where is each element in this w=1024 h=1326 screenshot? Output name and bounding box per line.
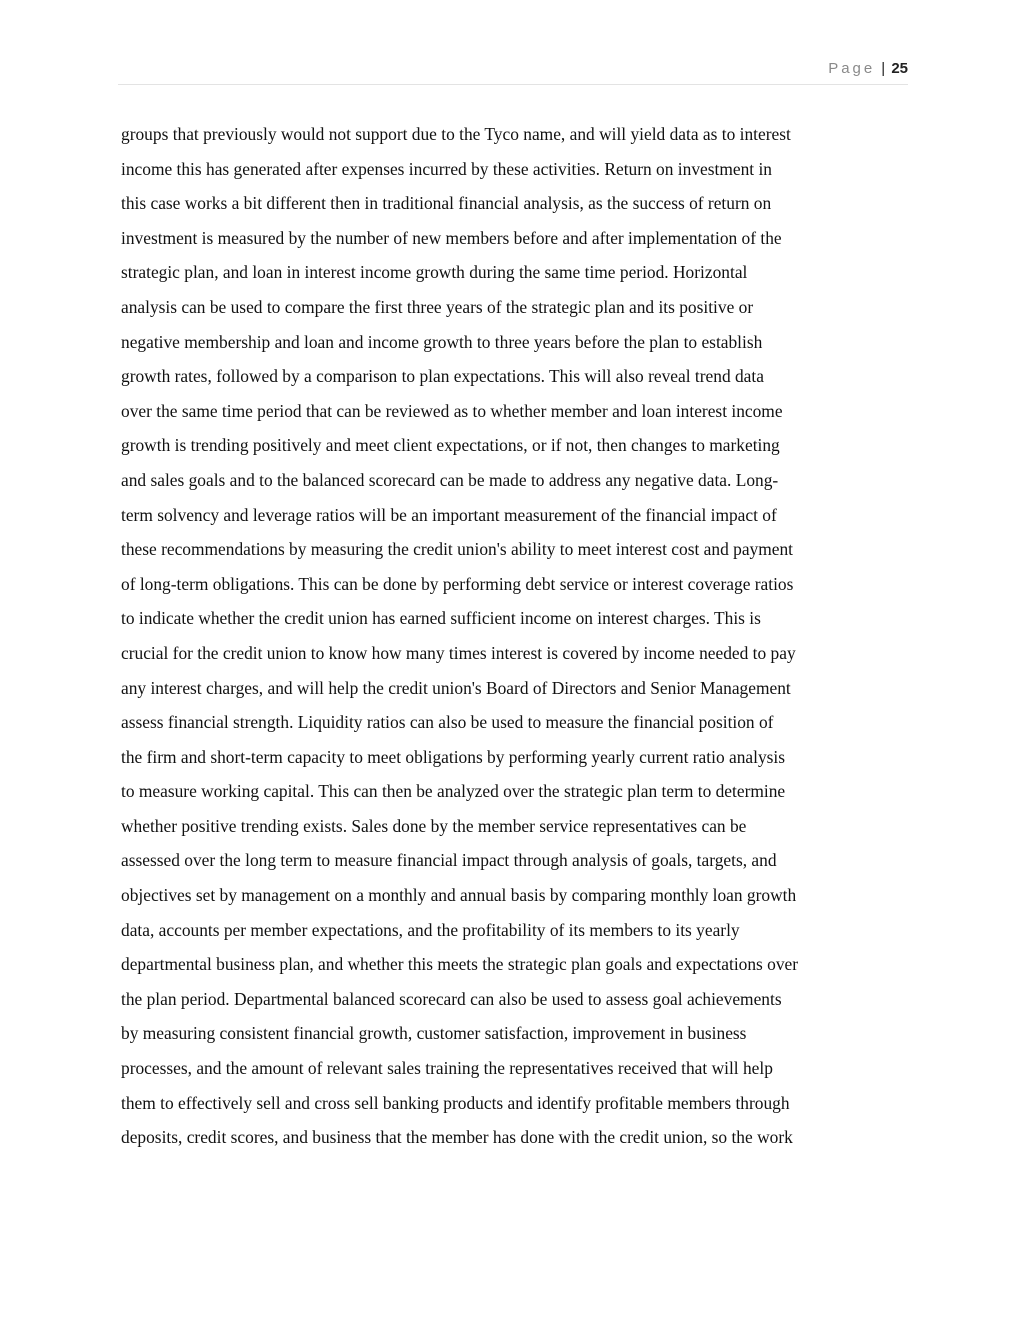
body-paragraph (121, 117, 798, 1155)
text-line: whether positive trending exists. Sales done by the member service representatives can be (121, 815, 747, 836)
text-line: to indicate whether the credit union has earned sufficient income on interest charges. This is (121, 608, 761, 629)
text-line: by measuring consistent financial growth, customer satisfaction, improvement in business (121, 1023, 747, 1044)
text-line: negative membership and loan and income growth to three years before the plan to establish (121, 331, 763, 352)
text-line: deposits, credit scores, and business that the member has done with the credit union, so the work (121, 1127, 793, 1148)
text-line: departmental business plan, and whether this meets the strategic plan goals and expectations over (121, 954, 799, 975)
text-line: any interest charges, and will help the credit union's Board of Directors and Senior Management (121, 677, 791, 698)
page-label: Page (828, 60, 876, 77)
text-line: growth rates, followed by a comparison to plan expectations. This will also reveal trend data (121, 366, 764, 387)
text-line: this case works a bit different then in traditional financial analysis, as the success of return on (121, 193, 772, 214)
text-line: the firm and short-term capacity to meet obligations by performing yearly current ratio analysis (121, 746, 786, 767)
text-line: assess financial strength. Liquidity ratios can also be used to measure the financial position of (121, 712, 774, 733)
text-line: data, accounts per member expectations, and the profitability of its members to its yearly (121, 919, 740, 940)
text-line: groups that previously would not support due to the Tyco name, and will yield data as to interest (121, 124, 791, 144)
text-line: income this has generated after expenses incurred by these activities. Return on investment in (121, 158, 772, 179)
text-line: growth is trending positively and meet client expectations, or if not, then changes to marketing (121, 435, 780, 456)
text-line: assessed over the long term to measure financial impact through analysis of goals, targets, and (121, 850, 777, 871)
text-line: and sales goals and to the balanced scorecard can be made to address any negative data. Long- (121, 469, 779, 490)
text-line: objectives set by management on a monthly and annual basis by comparing monthly loan growth (121, 885, 797, 906)
text-line: these recommendations by measuring the credit union's ability to meet interest cost and payment (121, 539, 794, 560)
text-line: term solvency and leverage ratios will be an important measurement of the financial impact of (121, 504, 777, 525)
text-line: strategic plan, and loan in interest income growth during the same time period. Horizontal (121, 262, 748, 283)
text-line: crucial for the credit union to know how many times interest is covered by income needed to pay (121, 642, 796, 663)
text-line: to measure working capital. This can then be analyzed over the strategic plan term to determine (121, 781, 786, 802)
page-number: 25 (891, 60, 908, 77)
text-line: analysis can be used to compare the first three years of the strategic plan and its positive or (121, 296, 754, 317)
page-header (118, 60, 908, 85)
text-line: over the same time period that can be reviewed as to whether member and loan interest income (121, 400, 783, 421)
text-line: processes, and the amount of relevant sales training the representatives received that will help (121, 1058, 773, 1079)
page-separator: | (881, 60, 886, 77)
text-line: them to effectively sell and cross sell banking products and identify profitable members through (121, 1092, 790, 1113)
text-line: the plan period. Departmental balanced scorecard can also be used to assess goal achievements (121, 988, 782, 1009)
text-line: investment is measured by the number of new members before and after implementation of the (121, 227, 782, 248)
text-line: of long-term obligations. This can be done by performing debt service or interest coverage ratios (121, 573, 794, 594)
